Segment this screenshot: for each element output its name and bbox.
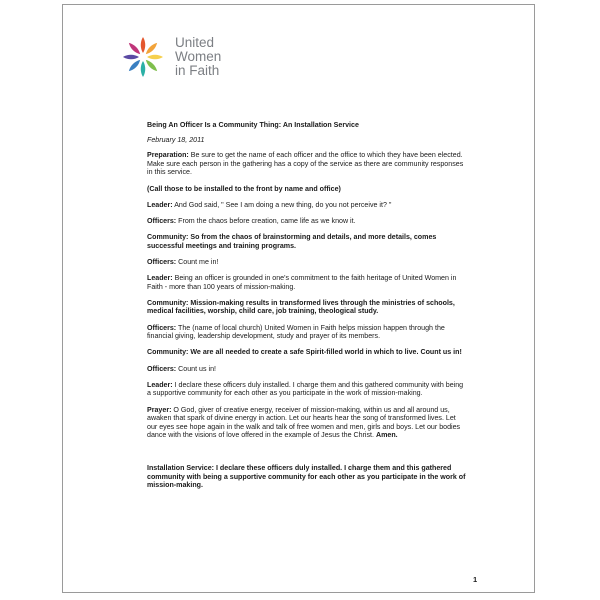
united-women-in-faith-logo [121,35,221,79]
instruction-paragraph: (Call those to be installed to the front by name and office) [147,184,341,193]
officers-paragraph [147,258,467,267]
logo-petal [127,41,141,55]
paragraph-label: Prayer: [147,405,172,414]
paragraph-text: From the chaos before creation, came life as we know it. [176,216,356,225]
logo-petal [141,37,146,53]
paragraph-text: We are all needed to create a safe Spirit-filled world in which to live. Count us in! [188,348,462,357]
flower-icon [121,35,165,79]
logo-line-2: Women [175,49,222,64]
community-paragraph [147,348,467,357]
paragraph-label: Leader: [147,200,173,209]
officers-paragraph [147,365,467,374]
officers-paragraph [147,217,467,226]
document-page [62,4,535,593]
paragraph-label: Officers: [147,364,177,373]
officers-paragraph [147,324,467,341]
community-paragraph [147,299,467,316]
leader-paragraph [147,381,467,398]
logo-petal [144,41,158,55]
paragraph-label: Community: [147,233,189,242]
paragraph-label: Community: [147,348,189,357]
document-body [147,121,467,497]
paragraph-text: Be sure to get the name of each officer and the office to which they have been elected. Make sure each person in the gathering has a copy of the service as there are community responses in this service. [147,151,464,177]
paragraph-label: Leader: [147,274,173,283]
paragraph-text: So from the chaos of brainstorming and details, and more details, comes successful meetings and training programs. [147,233,437,250]
leader-paragraph [147,201,467,210]
logo-petal [144,58,158,72]
logo-petal [141,61,146,77]
paragraph-label: Officers: [147,257,177,266]
paragraph-text: Count me in! [176,257,219,266]
logo-petal [127,58,141,72]
paragraph-text: And God said, " See I am doing a new thing, do you not perceive it? " [172,200,392,209]
paragraph-text: O God, giver of creative energy, receiver of mission-making, within us and all around us, awaken that spark of divine energy in action. Let our hearts hear the song of transformed lives. Let our eyes see hope again in the walk and talk of free women and men, girls and boys. Let our bodies dance with the visions of love offered in the example of Jesus the Christ. [147,405,461,440]
document-date: February 18, 2011 [147,135,205,144]
page-number: 1 [473,575,478,584]
paragraph-text: Count us in! [176,364,216,373]
community-paragraph [147,233,467,250]
logo-wordmark [175,36,221,78]
paragraph-label: Officers: [147,323,177,332]
paragraph-label: Preparation: [147,151,189,160]
logo-line-3: in Faith [175,63,220,78]
document-title: Being An Officer Is a Community Thing: An Installation Service [147,121,359,129]
paragraph-text: Being an officer is grounded in one's commitment to the faith heritage of United Women in Faith - more than 100 years of mission-making. [147,274,457,291]
paragraph-text: The (name of local church) United Women in Faith helps mission happen through the financial giving, leadership development, study and prayer of its members. [147,323,445,341]
paragraph-label: Officers: [147,216,177,225]
logo-petal [147,55,163,60]
amen-text: Amen. [375,431,398,440]
paragraph-text: Mission-making results in transformed lives through the ministries of schools, medical facilities, worship, child care, job training, theological study. [147,298,455,316]
preparation-paragraph [147,151,467,177]
closing-paragraph: Installation Service: I declare these officers duly installed. I charge them and this gathered community with being a supportive community for each other as you participate in the work of mission-making. [147,463,466,490]
paragraph-label: Community: [147,298,189,307]
paragraph-label: Leader: [147,380,173,389]
paragraph-text: I declare these officers duly installed. I charge them and this gathered community with being a supportive community for each other as you participate in the work of mission-making. [147,380,464,398]
logo-line-1: United [175,35,215,50]
logo-petal [123,55,139,60]
leader-paragraph [147,274,467,291]
prayer-paragraph [147,406,467,440]
